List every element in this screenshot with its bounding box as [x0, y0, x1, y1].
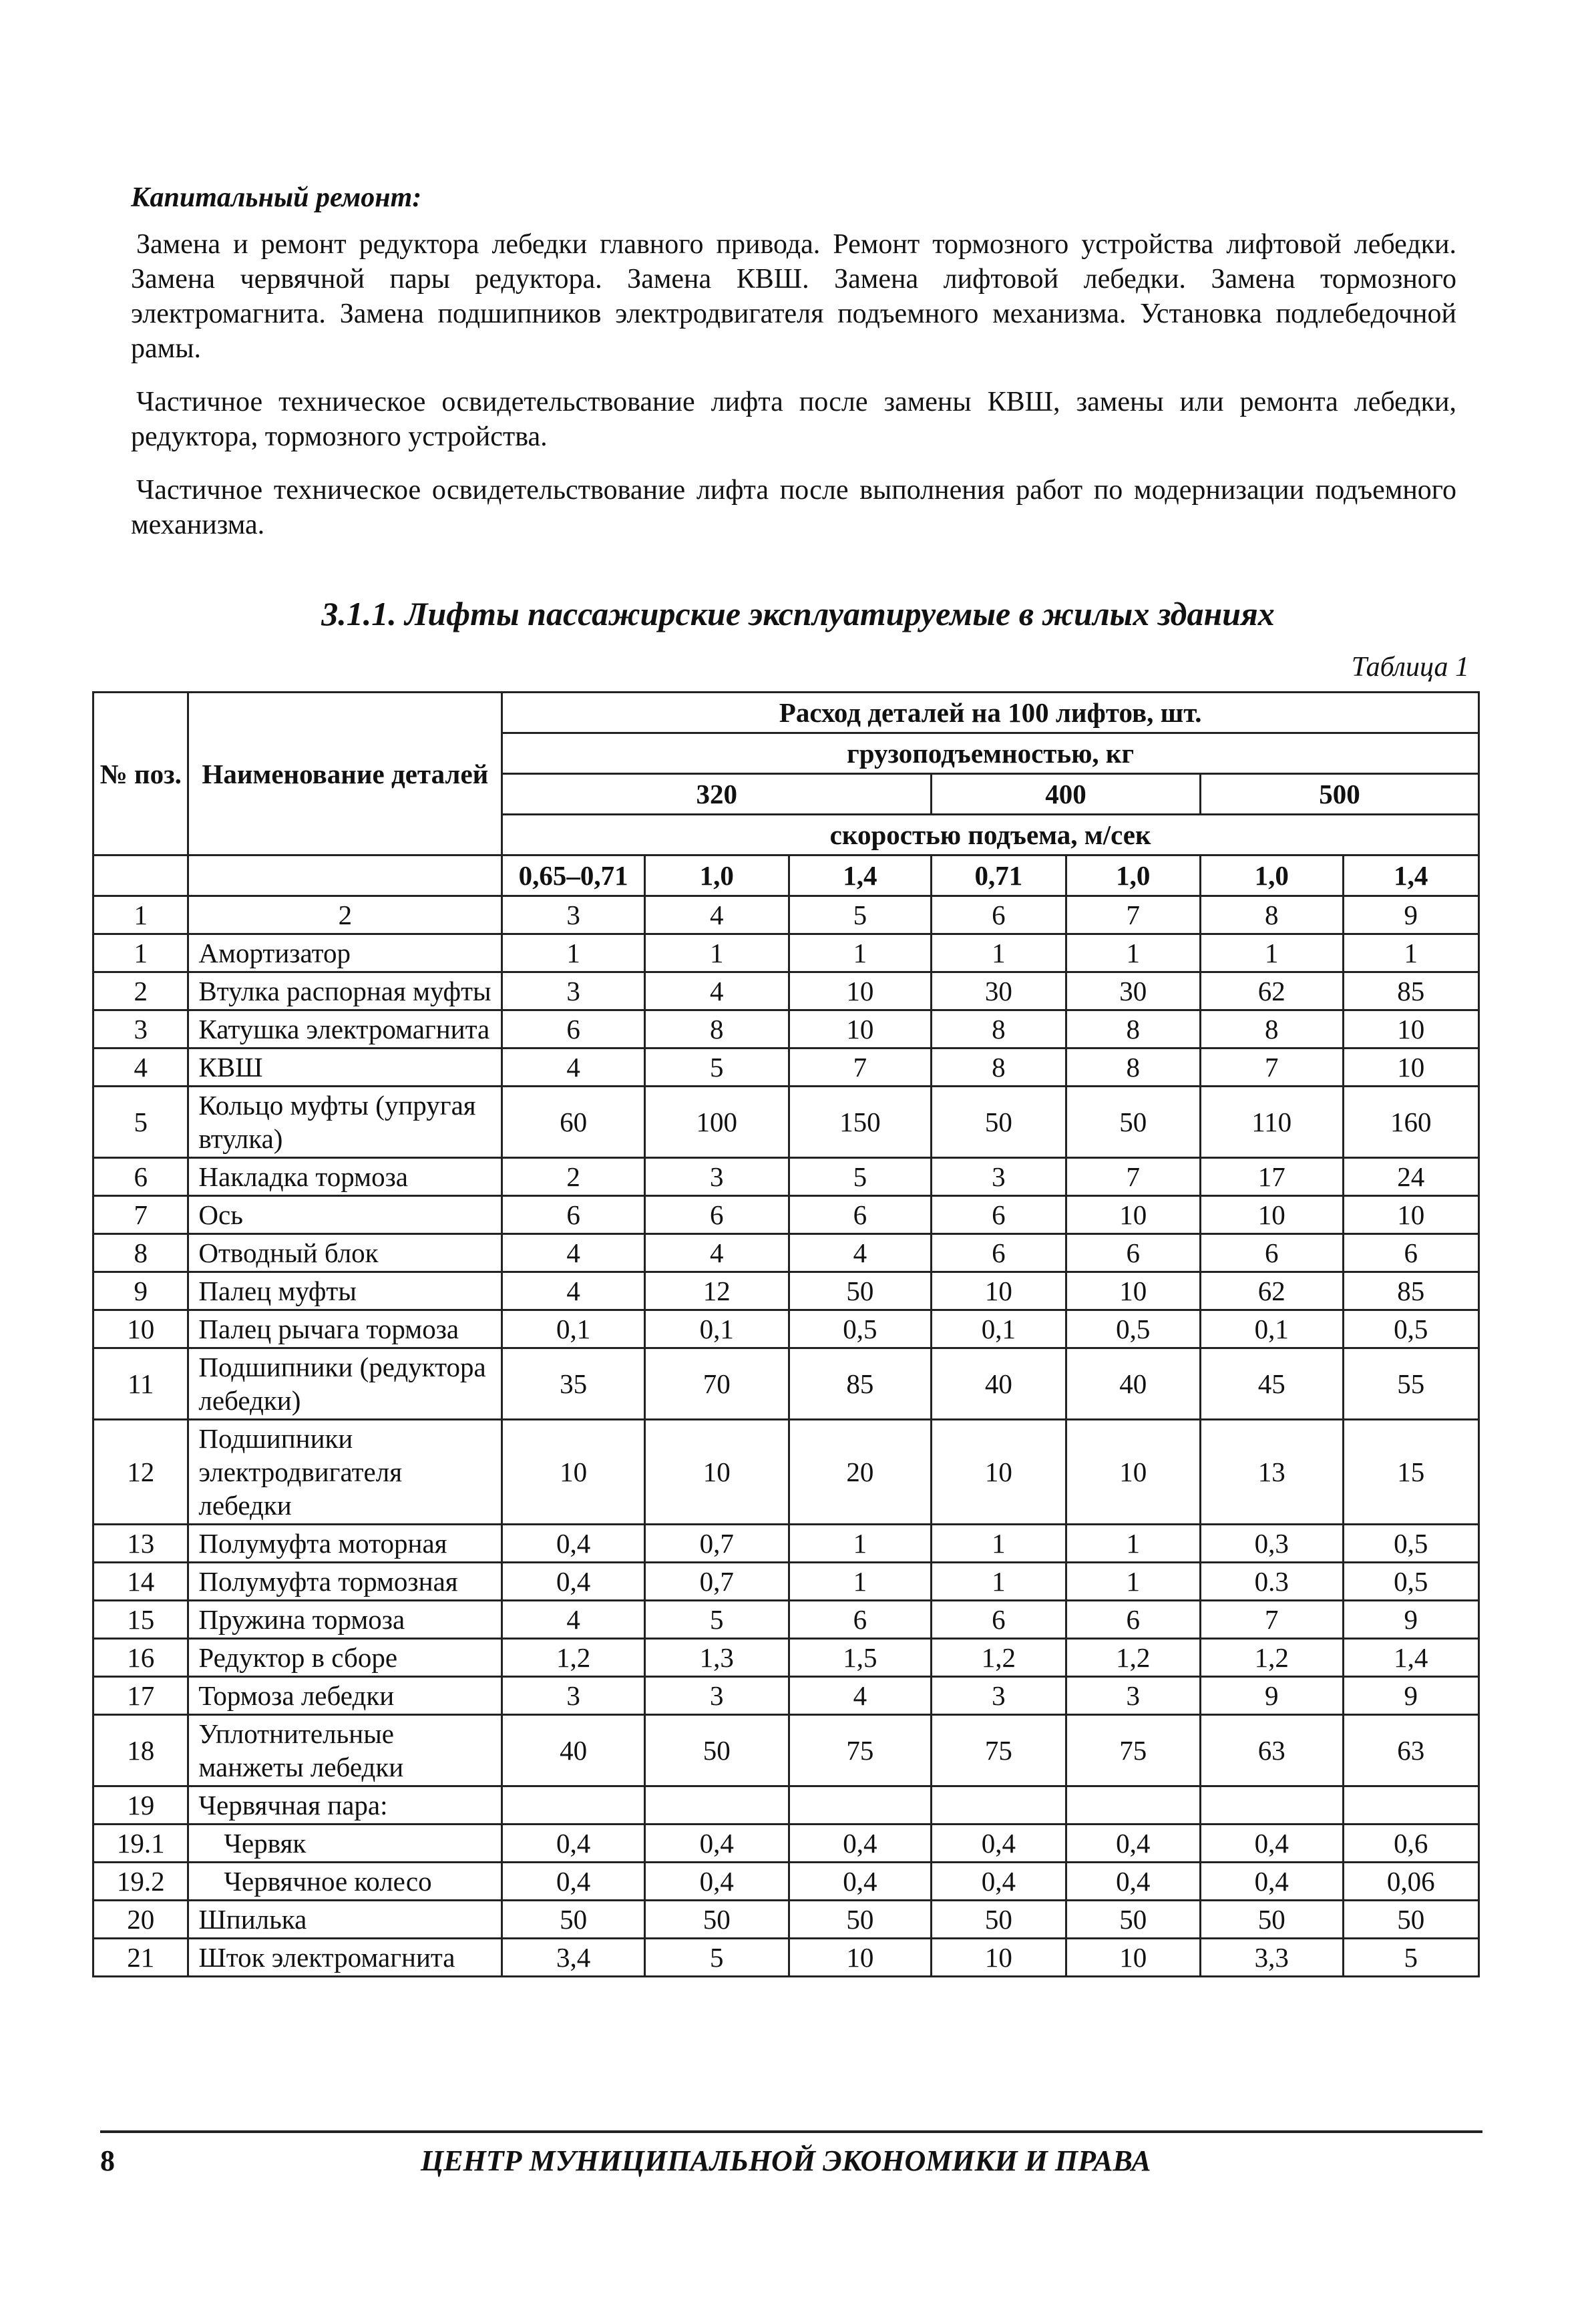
- row-value: 75: [932, 1715, 1066, 1786]
- row-value: 4: [502, 1601, 645, 1639]
- table-row: [93, 1863, 1479, 1901]
- row-value: 1: [1343, 934, 1479, 972]
- row-part-name: Редуктор в сборе: [188, 1639, 502, 1677]
- row-value: 4: [644, 972, 789, 1010]
- row-value: 0,4: [502, 1525, 645, 1563]
- row-value: 45: [1200, 1348, 1343, 1420]
- row-value: 6: [644, 1196, 789, 1234]
- row-value: 3: [502, 1677, 645, 1715]
- table-row: [93, 1310, 1479, 1348]
- row-value: 2: [502, 1158, 645, 1196]
- col-header-capacity-value: 500: [1200, 774, 1478, 815]
- table-row: [93, 1677, 1479, 1715]
- table-row: [93, 1525, 1479, 1563]
- row-pos: 9: [93, 1272, 188, 1310]
- row-value: 10: [1343, 1048, 1479, 1087]
- footer-title: ЦЕНТР МУНИЦИПАЛЬНОЙ ЭКОНОМИКИ И ПРАВА: [421, 2144, 1151, 2177]
- table-row: [93, 1234, 1479, 1272]
- page-number: 8: [100, 2144, 115, 2177]
- column-number: 6: [932, 896, 1066, 934]
- row-pos: 2: [93, 972, 188, 1010]
- row-value: 0,4: [789, 1825, 932, 1863]
- row-value: [502, 1786, 645, 1825]
- row-value: 5: [1343, 1939, 1479, 1977]
- row-value: 0,3: [1200, 1525, 1343, 1563]
- table-row: [93, 1825, 1479, 1863]
- row-value: 15: [1343, 1420, 1479, 1525]
- row-value: 110: [1200, 1087, 1343, 1158]
- row-value: [644, 1786, 789, 1825]
- row-value: 35: [502, 1348, 645, 1420]
- row-value: 0,7: [644, 1525, 789, 1563]
- row-value: 7: [1200, 1601, 1343, 1639]
- row-value: 10: [1343, 1196, 1479, 1234]
- row-part-name: Полумуфта тормозная: [188, 1563, 502, 1601]
- column-number: 9: [1343, 896, 1479, 934]
- table-title: 3.1.1. Лифты пассажирские эксплуатируемые в жилых зданиях: [321, 595, 1275, 632]
- row-value: 9: [1343, 1601, 1479, 1639]
- col-header-speed-value: 1,4: [789, 855, 932, 896]
- row-value: 1: [789, 1525, 932, 1563]
- row-value: 13: [1200, 1420, 1343, 1525]
- row-value: 9: [1200, 1677, 1343, 1715]
- row-value: 0,4: [1066, 1863, 1200, 1901]
- row-value: 10: [1200, 1196, 1343, 1234]
- row-value: 8: [932, 1010, 1066, 1048]
- row-pos: 13: [93, 1525, 188, 1563]
- row-value: 7: [789, 1048, 932, 1087]
- row-pos: 18: [93, 1715, 188, 1786]
- row-value: 0,1: [932, 1310, 1066, 1348]
- col-header-speed-value: 1,0: [1066, 855, 1200, 896]
- col-header-speed-value: 1,0: [1200, 855, 1343, 896]
- row-part-name: Полумуфта моторная: [188, 1525, 502, 1563]
- row-value: 50: [932, 1901, 1066, 1939]
- row-value: 0,6: [1343, 1825, 1479, 1863]
- row-value: 7: [1066, 1158, 1200, 1196]
- row-value: 0,5: [789, 1310, 932, 1348]
- row-value: 24: [1343, 1158, 1479, 1196]
- row-value: 10: [789, 1939, 932, 1977]
- table-row: [93, 1939, 1479, 1977]
- row-value: 1: [1200, 934, 1343, 972]
- row-value: 0,06: [1343, 1863, 1479, 1901]
- row-value: 50: [1066, 1087, 1200, 1158]
- row-value: 0,5: [1343, 1525, 1479, 1563]
- row-value: 0,5: [1066, 1310, 1200, 1348]
- row-value: 75: [1066, 1715, 1200, 1786]
- table-row: [93, 1639, 1479, 1677]
- row-value: 6: [1343, 1234, 1479, 1272]
- row-part-name: Тормоза лебедки: [188, 1677, 502, 1715]
- row-value: 0,5: [1343, 1310, 1479, 1348]
- parts-table: [92, 691, 1480, 1977]
- paragraph: Замена и ремонт редуктора лебедки главного привода. Ремонт тормозного устройства лифтовой лебедки. Замена червячной пары редуктора. Замена КВШ. Замена лифтовой лебедки. Замена тормозного электромагнита. Замена подшипников электродвигателя подъемного механизма. Установка подлебедочной рамы.: [131, 229, 1456, 364]
- footer-rule: [100, 2130, 1482, 2133]
- row-value: 1: [932, 1525, 1066, 1563]
- row-value: 3,4: [502, 1939, 645, 1977]
- row-pos: 1: [93, 934, 188, 972]
- row-value: 85: [1343, 972, 1479, 1010]
- row-value: 1,2: [1200, 1639, 1343, 1677]
- row-value: 3: [644, 1158, 789, 1196]
- row-value: 4: [789, 1234, 932, 1272]
- row-value: 3: [644, 1677, 789, 1715]
- col-header-group: Расход деталей на 100 лифтов, шт.: [502, 693, 1479, 733]
- row-value: 4: [789, 1677, 932, 1715]
- col-header-name: Наименование деталей: [188, 693, 502, 855]
- column-number: 2: [188, 896, 502, 934]
- table-row: [93, 1901, 1479, 1939]
- col-header-capacity-value: 400: [932, 774, 1201, 815]
- row-value: 50: [1343, 1901, 1479, 1939]
- header-empty-cell: [93, 855, 188, 896]
- row-value: 4: [644, 1234, 789, 1272]
- row-value: 0,1: [502, 1310, 645, 1348]
- table-row: [93, 1563, 1479, 1601]
- row-value: 3: [502, 972, 645, 1010]
- row-value: 1,5: [789, 1639, 932, 1677]
- row-value: 6: [1066, 1234, 1200, 1272]
- row-part-name: Кольцо муфты (упругая втулка): [188, 1087, 502, 1158]
- row-value: 6: [502, 1010, 645, 1048]
- row-value: 17: [1200, 1158, 1343, 1196]
- section-heading: Капитальный ремонт:: [131, 182, 422, 213]
- row-value: 1: [789, 1563, 932, 1601]
- col-header-capacity: грузоподъемностью, кг: [502, 733, 1479, 774]
- body-text: [131, 227, 1456, 561]
- row-pos: 19: [93, 1786, 188, 1825]
- row-value: 6: [789, 1601, 932, 1639]
- row-value: 6: [1200, 1234, 1343, 1272]
- row-value: 1: [1066, 1525, 1200, 1563]
- row-value: 0,4: [1200, 1863, 1343, 1901]
- row-part-name: Червячная пара:: [188, 1786, 502, 1825]
- row-pos: 10: [93, 1310, 188, 1348]
- paragraph: Частичное техническое освидетельствование лифта после выполнения работ по модернизации подъемного механизма.: [131, 475, 1456, 540]
- row-value: 0,1: [1200, 1310, 1343, 1348]
- column-numbers-row: [93, 896, 1479, 934]
- row-value: 50: [1066, 1901, 1200, 1939]
- row-value: [789, 1786, 932, 1825]
- row-value: 0,4: [932, 1825, 1066, 1863]
- table-row: [93, 934, 1479, 972]
- row-part-name: Амортизатор: [188, 934, 502, 972]
- header-empty-cell: [188, 855, 502, 896]
- row-value: 10: [932, 1939, 1066, 1977]
- row-pos: 20: [93, 1901, 188, 1939]
- row-value: 85: [789, 1348, 932, 1420]
- row-value: 100: [644, 1087, 789, 1158]
- row-value: 0,4: [502, 1825, 645, 1863]
- row-pos: 17: [93, 1677, 188, 1715]
- row-value: 10: [789, 972, 932, 1010]
- row-value: 1,2: [1066, 1639, 1200, 1677]
- row-pos: 4: [93, 1048, 188, 1087]
- row-value: 50: [644, 1715, 789, 1786]
- row-value: 8: [1066, 1048, 1200, 1087]
- row-value: 5: [789, 1158, 932, 1196]
- row-value: 6: [502, 1196, 645, 1234]
- row-value: 4: [502, 1048, 645, 1087]
- row-value: 50: [932, 1087, 1066, 1158]
- row-value: 0.3: [1200, 1563, 1343, 1601]
- row-value: [1066, 1786, 1200, 1825]
- row-part-name: Червячное колесо: [188, 1863, 502, 1901]
- row-pos: 21: [93, 1939, 188, 1977]
- row-value: 0,4: [789, 1863, 932, 1901]
- row-value: 0,4: [1200, 1825, 1343, 1863]
- row-value: 1: [932, 1563, 1066, 1601]
- row-value: 3: [932, 1677, 1066, 1715]
- row-value: 20: [789, 1420, 932, 1525]
- row-value: 0,4: [644, 1825, 789, 1863]
- row-value: [932, 1786, 1066, 1825]
- table-row: [93, 1272, 1479, 1310]
- row-value: 6: [932, 1196, 1066, 1234]
- row-value: 0,4: [644, 1863, 789, 1901]
- row-value: 10: [1066, 1272, 1200, 1310]
- row-value: 60: [502, 1087, 645, 1158]
- row-value: 1,2: [502, 1639, 645, 1677]
- row-pos: 19.1: [93, 1825, 188, 1863]
- row-value: 4: [502, 1272, 645, 1310]
- row-value: 1,4: [1343, 1639, 1479, 1677]
- col-header-speed-value: 0,65–0,71: [502, 855, 645, 896]
- row-pos: 5: [93, 1087, 188, 1158]
- row-value: 63: [1343, 1715, 1479, 1786]
- row-value: 160: [1343, 1087, 1479, 1158]
- row-value: 1: [644, 934, 789, 972]
- row-value: 1: [932, 934, 1066, 972]
- row-value: 5: [644, 1939, 789, 1977]
- row-pos: 15: [93, 1601, 188, 1639]
- row-pos: 16: [93, 1639, 188, 1677]
- row-pos: 6: [93, 1158, 188, 1196]
- row-value: 150: [789, 1087, 932, 1158]
- row-value: 6: [789, 1196, 932, 1234]
- row-value: 0,4: [502, 1863, 645, 1901]
- col-header-speed: скоростью подъема, м/сек: [502, 815, 1479, 855]
- row-value: 8: [932, 1048, 1066, 1087]
- table-row: [93, 1158, 1479, 1196]
- column-number: 1: [93, 896, 188, 934]
- row-value: 9: [1343, 1677, 1479, 1715]
- row-value: 4: [502, 1234, 645, 1272]
- row-value: 1: [502, 934, 645, 972]
- row-value: 1: [1066, 1563, 1200, 1601]
- row-part-name: Уплотнительные манжеты лебедки: [188, 1715, 502, 1786]
- row-value: 0,1: [644, 1310, 789, 1348]
- row-value: 8: [644, 1010, 789, 1048]
- row-value: 3: [1066, 1677, 1200, 1715]
- table-row: [93, 972, 1479, 1010]
- table-row: [93, 1087, 1479, 1158]
- row-pos: 19.2: [93, 1863, 188, 1901]
- row-value: 1,2: [932, 1639, 1066, 1677]
- row-value: 30: [1066, 972, 1200, 1010]
- row-value: 0,4: [1066, 1825, 1200, 1863]
- row-value: 6: [932, 1601, 1066, 1639]
- row-value: 6: [1066, 1601, 1200, 1639]
- row-pos: 14: [93, 1563, 188, 1601]
- row-value: 0,4: [932, 1863, 1066, 1901]
- row-value: 10: [932, 1420, 1066, 1525]
- row-value: 40: [1066, 1348, 1200, 1420]
- row-value: 3: [932, 1158, 1066, 1196]
- paragraph: Частичное техническое освидетельствование лифта после замены КВШ, замены или ремонта лебедки, редуктора, тормозного устройства.: [131, 387, 1456, 452]
- table-row: [93, 1010, 1479, 1048]
- row-value: 0,5: [1343, 1563, 1479, 1601]
- row-value: 50: [789, 1272, 932, 1310]
- row-value: 10: [1066, 1939, 1200, 1977]
- row-value: 10: [502, 1420, 645, 1525]
- row-value: 1: [1066, 934, 1200, 972]
- row-value: 8: [1200, 1010, 1343, 1048]
- row-part-name: Шпилька: [188, 1901, 502, 1939]
- row-value: 75: [789, 1715, 932, 1786]
- row-value: 40: [932, 1348, 1066, 1420]
- col-header-speed-value: 1,4: [1343, 855, 1479, 896]
- row-value: 6: [932, 1234, 1066, 1272]
- row-value: 10: [1066, 1196, 1200, 1234]
- row-value: 5: [644, 1601, 789, 1639]
- row-value: 3,3: [1200, 1939, 1343, 1977]
- row-pos: 11: [93, 1348, 188, 1420]
- row-value: 50: [644, 1901, 789, 1939]
- header-row: [93, 855, 1479, 896]
- row-pos: 8: [93, 1234, 188, 1272]
- row-pos: 12: [93, 1420, 188, 1525]
- row-value: [1343, 1786, 1479, 1825]
- row-part-name: Червяк: [188, 1825, 502, 1863]
- row-value: 70: [644, 1348, 789, 1420]
- row-value: 10: [644, 1420, 789, 1525]
- row-value: 8: [1066, 1010, 1200, 1048]
- column-number: 7: [1066, 896, 1200, 934]
- row-part-name: Накладка тормоза: [188, 1158, 502, 1196]
- row-part-name: Подшипники (редуктора лебедки): [188, 1348, 502, 1420]
- row-part-name: Пружина тормоза: [188, 1601, 502, 1639]
- table-row: [93, 1715, 1479, 1786]
- row-value: 7: [1200, 1048, 1343, 1087]
- row-pos: 7: [93, 1196, 188, 1234]
- row-part-name: Палец муфты: [188, 1272, 502, 1310]
- column-number: 4: [644, 896, 789, 934]
- row-part-name: Втулка распорная муфты: [188, 972, 502, 1010]
- table-row: [93, 1786, 1479, 1825]
- col-header-pos: № поз.: [93, 693, 188, 855]
- col-header-capacity-value: 320: [502, 774, 932, 815]
- row-part-name: Отводный блок: [188, 1234, 502, 1272]
- column-number: 8: [1200, 896, 1343, 934]
- row-value: 62: [1200, 1272, 1343, 1310]
- row-value: 1: [789, 934, 932, 972]
- row-value: 10: [789, 1010, 932, 1048]
- row-value: 62: [1200, 972, 1343, 1010]
- row-part-name: КВШ: [188, 1048, 502, 1087]
- row-value: 40: [502, 1715, 645, 1786]
- table-row: [93, 1601, 1479, 1639]
- row-value: 10: [1066, 1420, 1200, 1525]
- row-value: 0,7: [644, 1563, 789, 1601]
- row-value: 5: [644, 1048, 789, 1087]
- row-value: 63: [1200, 1715, 1343, 1786]
- row-value: 50: [502, 1901, 645, 1939]
- table-row: [93, 1048, 1479, 1087]
- row-value: 12: [644, 1272, 789, 1310]
- row-part-name: Палец рычага тормоза: [188, 1310, 502, 1348]
- row-value: 10: [1343, 1010, 1479, 1048]
- row-pos: 3: [93, 1010, 188, 1048]
- row-part-name: Шток электромагнита: [188, 1939, 502, 1977]
- column-number: 5: [789, 896, 932, 934]
- row-part-name: Ось: [188, 1196, 502, 1234]
- row-value: 10: [932, 1272, 1066, 1310]
- row-value: 55: [1343, 1348, 1479, 1420]
- table-row: [93, 1196, 1479, 1234]
- table-row: [93, 1420, 1479, 1525]
- row-value: [1200, 1786, 1343, 1825]
- row-value: 50: [789, 1901, 932, 1939]
- row-part-name: Катушка электромагнита: [188, 1010, 502, 1048]
- col-header-speed-value: 0,71: [932, 855, 1066, 896]
- row-part-name: Подшипники электродвигателя лебедки: [188, 1420, 502, 1525]
- row-value: 1,3: [644, 1639, 789, 1677]
- row-value: 85: [1343, 1272, 1479, 1310]
- row-value: 50: [1200, 1901, 1343, 1939]
- row-value: 0,4: [502, 1563, 645, 1601]
- col-header-speed-value: 1,0: [644, 855, 789, 896]
- row-value: 30: [932, 972, 1066, 1010]
- table-label: Таблица 1: [1351, 652, 1469, 683]
- header-row: [93, 693, 1479, 733]
- column-number: 3: [502, 896, 645, 934]
- table-row: [93, 1348, 1479, 1420]
